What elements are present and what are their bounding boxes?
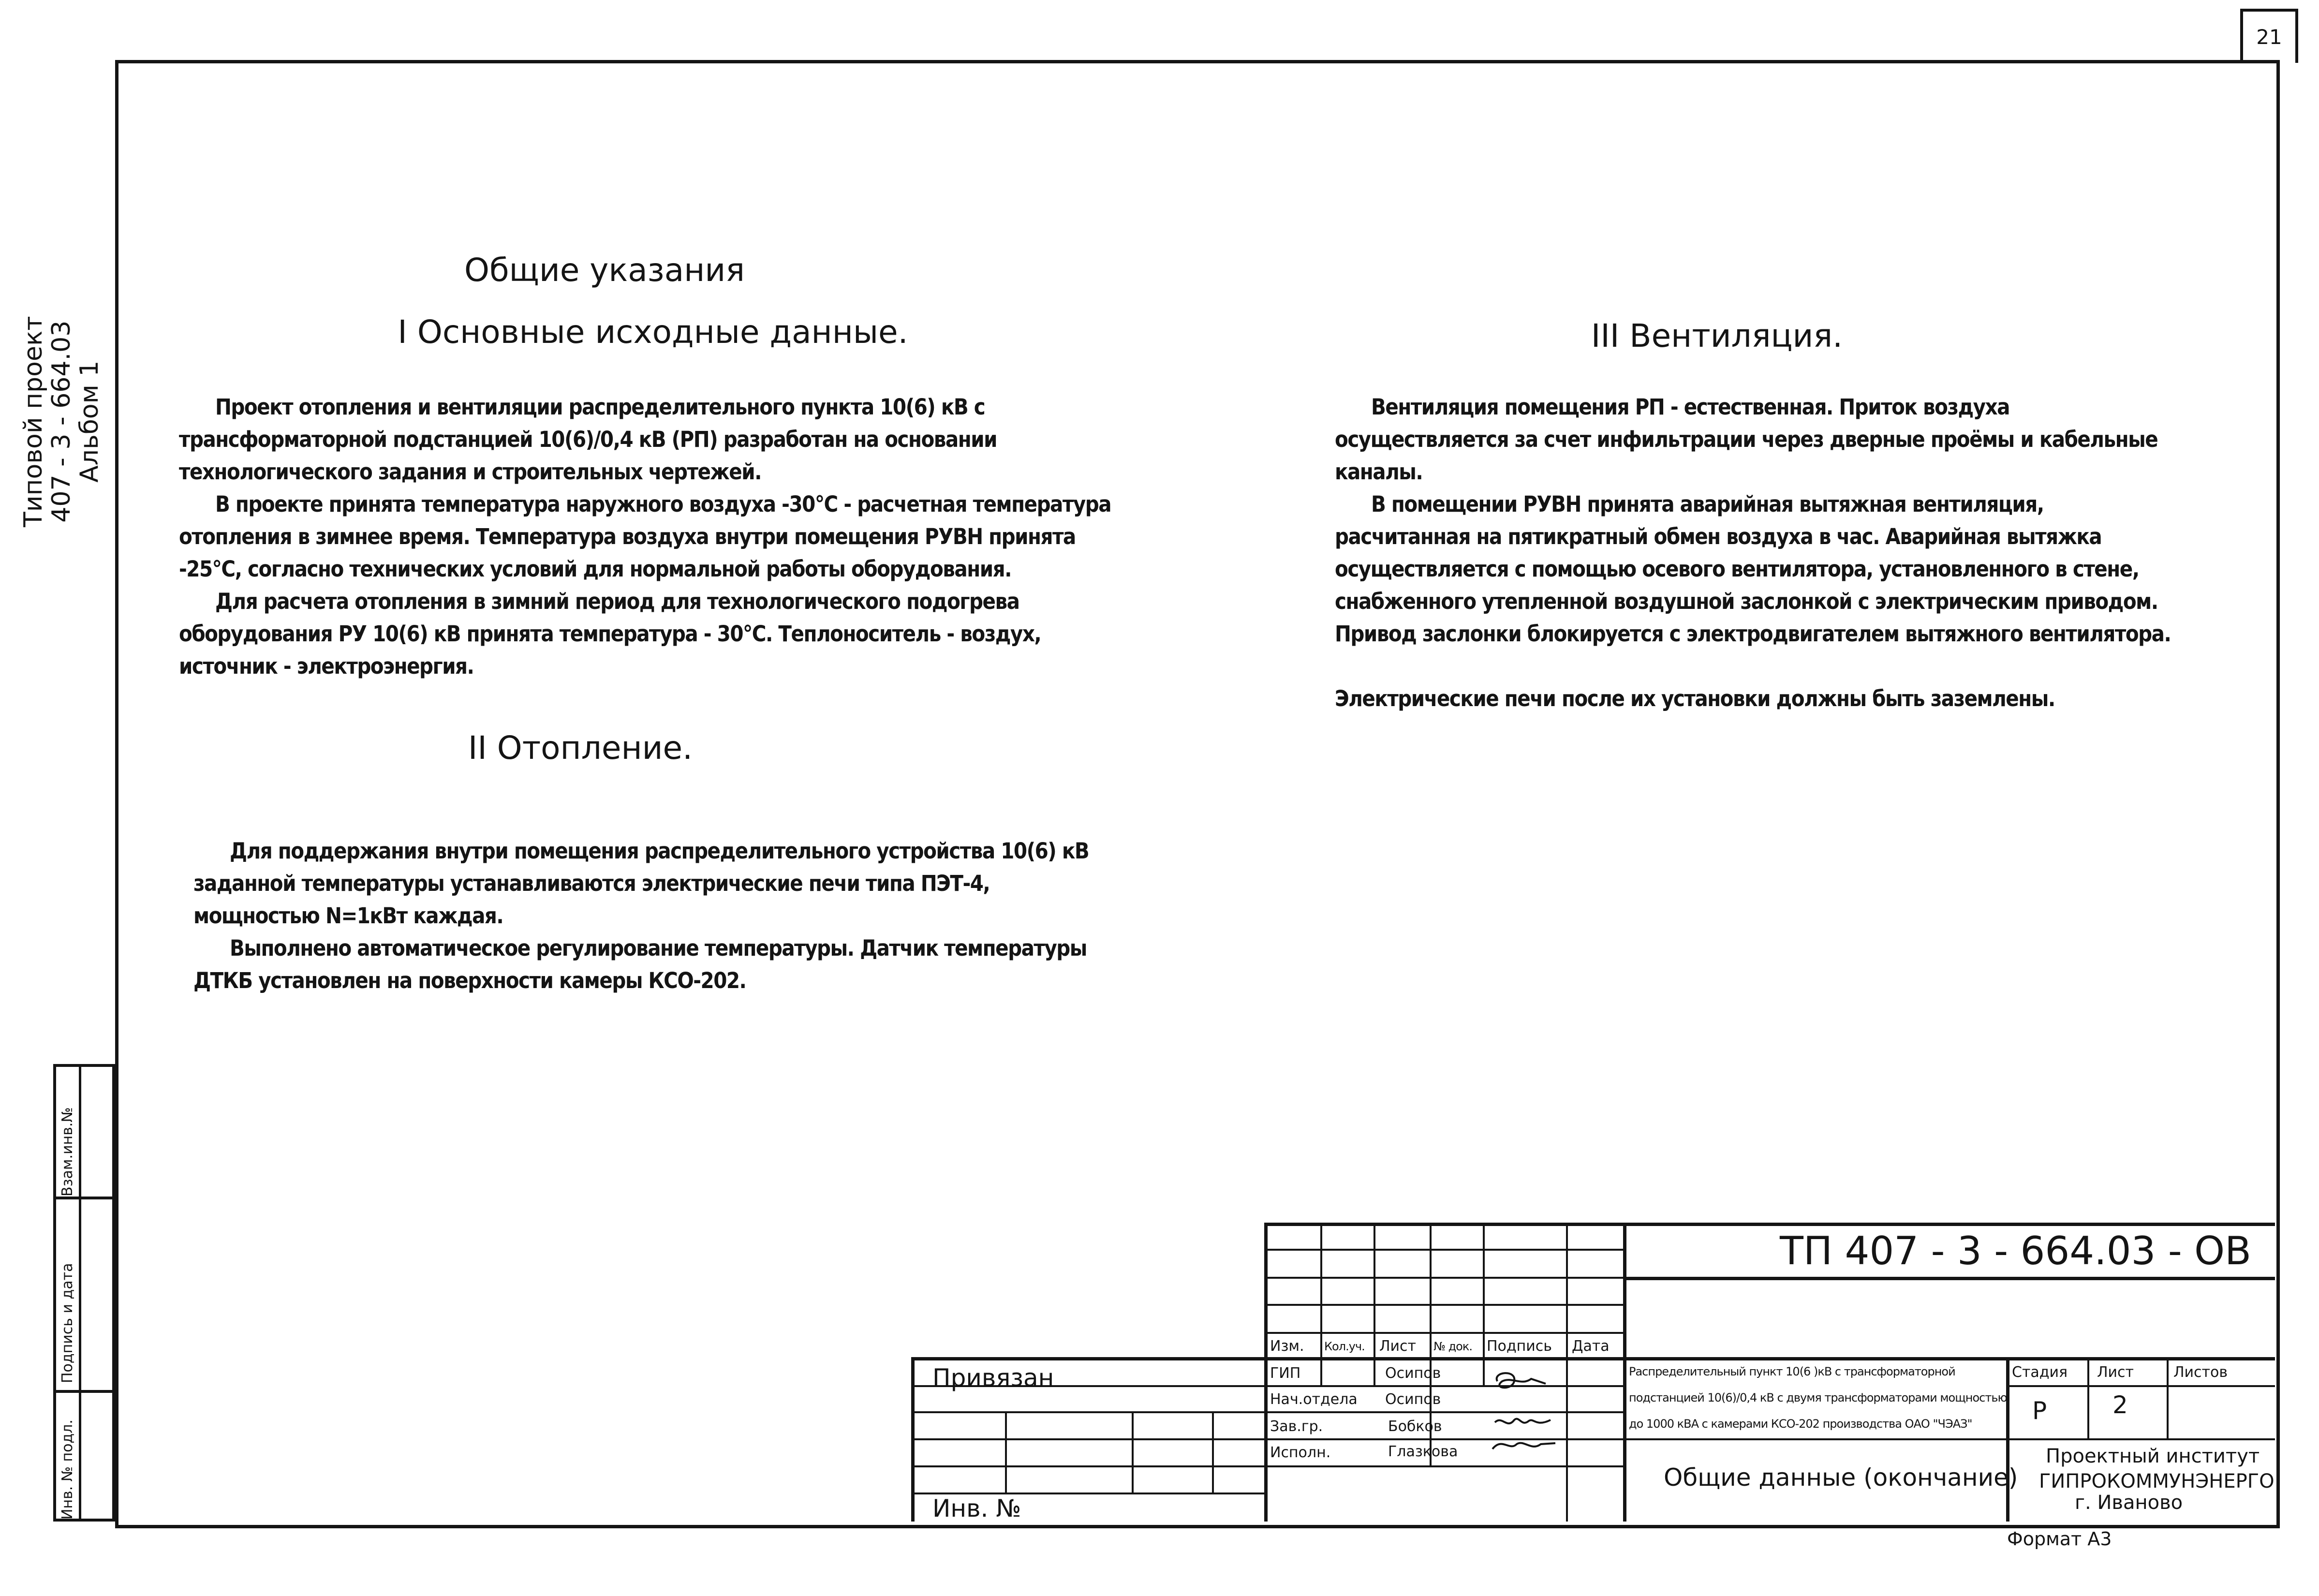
tb-h [2006, 1385, 2275, 1387]
role-zav: Зав.гр. [1270, 1418, 1323, 1435]
strip-podpis-label: Подпись и дата [59, 1263, 76, 1383]
s2-line: мощностью N=1кВт каждая. [193, 903, 503, 929]
tb-v [1212, 1411, 1214, 1493]
tb-v [1320, 1223, 1322, 1386]
tb-v [1264, 1223, 1268, 1522]
s1-line: -25°С, согласно технических условий для нормальной работы оборудования. [179, 556, 1011, 582]
section1-text [179, 391, 1111, 682]
s3-line: Привод заслонки блокируется с электродвигателем вытяжного вентилятора. [1335, 621, 2171, 647]
sheet-value: 2 [2112, 1391, 2128, 1419]
role-ispoln: Исполн. [1270, 1444, 1331, 1461]
stage-value: Р [2032, 1397, 2047, 1425]
tb-h [1264, 1277, 1623, 1279]
strip-inv-label: Инв. № подл. [59, 1419, 76, 1520]
section3-title: III Вентиляция. [1591, 317, 1843, 355]
col-nodok: № док. [1433, 1340, 1472, 1353]
side-strip-inv [53, 1390, 115, 1522]
desc-line1: Распределительный пункт 10(6 )кВ с трансформаторной [1629, 1365, 1955, 1378]
s2-line: Для поддержания внутри помещения распределительного устройства 10(6) кВ [230, 838, 1089, 864]
s3-line: осуществляется с помощью осевого вентилятора, установленного в стене, [1335, 556, 2139, 582]
inv-no-label: Инв. № [932, 1494, 1021, 1522]
org-line3: г. Иваново [2075, 1492, 2183, 1514]
tb-v [911, 1357, 915, 1522]
s2-line: ДТКБ установлен на поверхности камеры КСО-202. [193, 968, 746, 993]
privyazan-label: Привязан [932, 1364, 1054, 1392]
name-ispoln: Глазкова [1388, 1443, 1458, 1460]
s3-line [1335, 650, 2171, 682]
tb-v [1005, 1411, 1007, 1493]
tb-v [2006, 1357, 2009, 1522]
side-title-line3: Альбом 1 [75, 360, 104, 483]
s3-line: осуществляется за счет инфильтрации через дверные проёмы и кабельные [1335, 427, 2158, 452]
side-strip-podpis [53, 1197, 115, 1393]
s1-line: Проект отопления и вентиляции распределительного пункта 10(6) кВ с [215, 394, 985, 420]
sheet-number: 21 [2240, 9, 2298, 63]
section1-title: I Основные исходные данные. [398, 313, 908, 351]
strip-vzam-label: Взам.инв.№ [59, 1107, 76, 1197]
tb-h [911, 1357, 2275, 1360]
tb-h [1264, 1249, 1623, 1251]
tb-v [2167, 1357, 2169, 1438]
desc-line3: до 1000 кВА с камерами КСО-202 производства ОАО "ЧЭАЗ" [1629, 1417, 1972, 1431]
tb-top-line [1264, 1223, 2275, 1226]
s3-line: расчитанная на пятикратный обмен воздуха в час. Аварийная вытяжка [1335, 524, 2102, 549]
tb-h [1264, 1332, 1623, 1334]
tb-v [1566, 1223, 1568, 1522]
tb-h [1623, 1438, 2275, 1440]
tb-v [1483, 1223, 1485, 1386]
tb-v [1623, 1223, 1626, 1522]
s1-line: Для расчета отопления в зимний период для технологического подогрева [215, 589, 1019, 614]
s1-line: В проекте принята температура наружного воздуха -30°С - расчетная температура [215, 491, 1111, 517]
tb-v [1374, 1223, 1375, 1386]
drawing-name: Общие данные (окончание) [1664, 1463, 2018, 1492]
sheet-label: Лист [2097, 1364, 2134, 1381]
col-izm: Изм. [1270, 1338, 1304, 1355]
tb-h [1623, 1277, 2275, 1280]
col-podpis: Подпись [1487, 1338, 1552, 1355]
desc-line2: подстанцией 10(6)/0,4 кВ с двумя трансформаторами мощностью [1629, 1391, 2007, 1404]
side-project-title [19, 316, 103, 527]
role-gip: ГИП [1270, 1365, 1301, 1382]
col-list: Лист [1379, 1338, 1417, 1355]
side-title-line2: 407 - 3 - 664.03 [47, 320, 76, 523]
col-kol: Кол.уч. [1324, 1340, 1365, 1353]
org-line2: ГИПРОКОММУНЭНЕРГО [2039, 1470, 2275, 1493]
side-title-line1: Типовой проект [19, 316, 48, 527]
tb-h [1264, 1304, 1623, 1306]
section3-text [1335, 391, 2171, 715]
s3-line: Вентиляция помещения РП - естественная. Приток воздуха [1371, 394, 2009, 420]
s1-line: источник - электроэнергия. [179, 653, 474, 679]
s3-line: В помещении РУВН принята аварийная вытяжная вентиляция, [1371, 491, 2044, 517]
org-line1: Проектный институт [2046, 1445, 2260, 1467]
s3-line: каналы. [1335, 459, 1423, 485]
s1-line: оборудования РУ 10(6) кВ принята температура - 30°С. Теплоноситель - воздух, [179, 621, 1041, 647]
s3-line: снабженного утепленной воздушной заслонкой с электрическим приводом. [1335, 589, 2158, 614]
role-nach: Нач.отдела [1270, 1391, 1358, 1408]
section2-text [193, 835, 1089, 997]
section2-title: II Отопление. [468, 729, 693, 767]
tb-v [1132, 1411, 1134, 1493]
s1-line: технологического задания и строительных чертежей. [179, 459, 761, 485]
tb-v [1430, 1223, 1432, 1386]
name-zav: Бобков [1388, 1418, 1442, 1435]
tb-v [2087, 1357, 2089, 1438]
col-data: Дата [1572, 1338, 1610, 1355]
doc-code: ТП 407 - 3 - 664.03 - ОВ [1780, 1228, 2251, 1273]
signatures-icon [1488, 1367, 1560, 1463]
side-strip-vzam [53, 1064, 115, 1199]
sheets-label: Листов [2173, 1364, 2228, 1381]
s2-line: Выполнено автоматическое регулирование температуры. Датчик температуры [230, 935, 1087, 961]
s3-line: Электрические печи после их установки должны быть заземлены. [1335, 686, 2055, 711]
s2-line: заданной температуры устанавливаются электрические печи типа ПЭТ-4, [193, 871, 990, 896]
name-nach: Осипов [1385, 1391, 1441, 1408]
stage-label: Стадия [2012, 1364, 2068, 1381]
name-gip: Осипов [1385, 1365, 1441, 1382]
s1-line: отопления в зимнее время. Температура воздуха внутри помещения РУВН принята [179, 524, 1076, 549]
s1-line: трансформаторной подстанцией 10(6)/0,4 кВ (РП) разработан на основании [179, 427, 997, 452]
format-label: Формат А3 [2007, 1528, 2112, 1550]
main-heading: Общие указания [464, 251, 745, 289]
